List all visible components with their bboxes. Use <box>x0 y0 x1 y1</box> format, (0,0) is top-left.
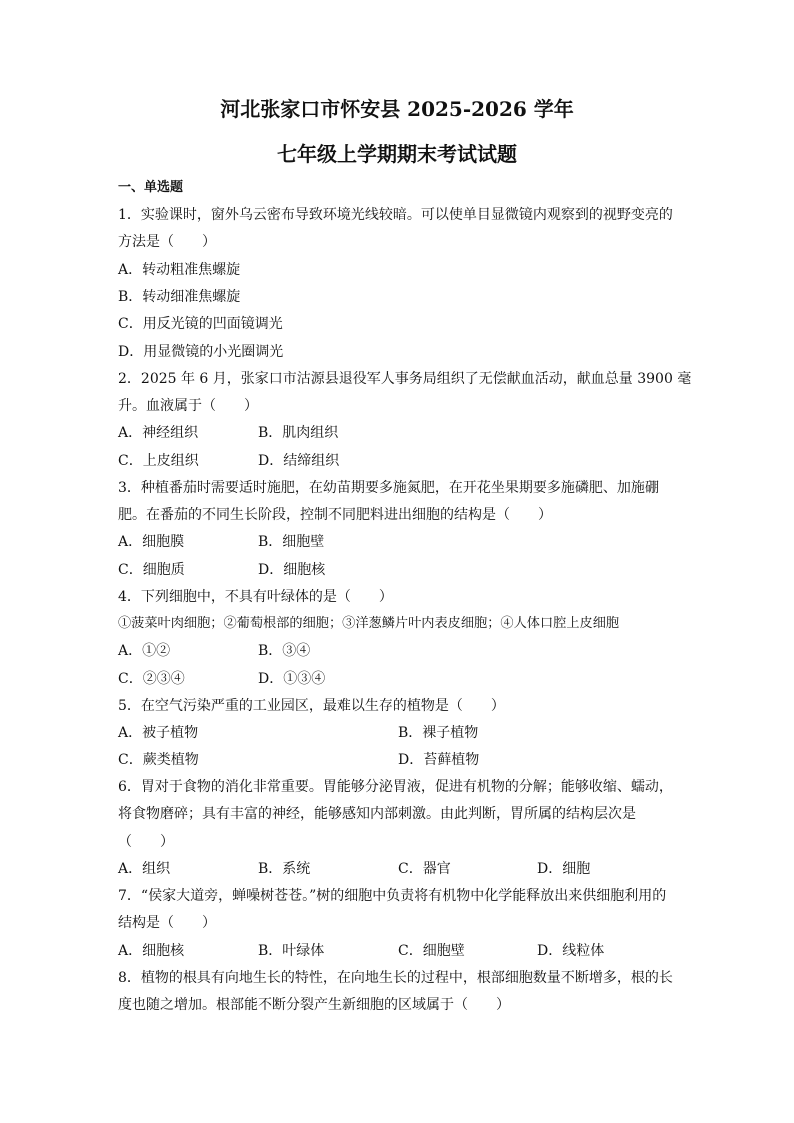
question-4-stem-line-1: 4．下列细胞中，不具有叶绿体的是（ ） <box>118 589 393 605</box>
question-6-option-a: A．组织 <box>118 861 171 877</box>
question-8-stem-line-1: 8．植物的根具有向地生长的特性，在向地生长的过程中，根部细胞数量不断增多，根的长 <box>118 970 673 986</box>
question-1-option-c: C．用反光镜的凹面镜调光 <box>118 316 283 332</box>
question-2-option-a: A．神经组织 <box>118 425 199 441</box>
question-5-option-c: C．蕨类植物 <box>118 752 199 768</box>
question-7-stem-line-1: 7．“侯家大道旁，蝉噪树苍苍。”树的细胞中负责将有机物中化学能释放出来供细胞利用的 <box>118 888 667 904</box>
question-3-stem-line-2: 肥。在番茄的不同生长阶段，控制不同肥料进出细胞的结构是（ ） <box>118 507 552 523</box>
question-5-option-b: B．裸子植物 <box>398 725 479 741</box>
question-3-option-a: A．细胞膜 <box>118 534 185 550</box>
question-3-option-d: D．细胞核 <box>258 562 326 578</box>
question-6-option-b: B．系统 <box>258 861 311 877</box>
document-title: 河北张家口市怀安县 2025-2026 学年 <box>220 97 574 121</box>
question-7-option-a: A．细胞核 <box>118 943 185 959</box>
question-7-option-c: C．细胞壁 <box>398 943 465 959</box>
question-4-option-b: B．③④ <box>258 643 311 659</box>
question-2-option-b: B．肌肉组织 <box>258 425 339 441</box>
question-4-stem-line-2: ①菠菜叶肉细胞；②葡萄根部的细胞；③洋葱鳞片叶内表皮细胞；④人体口腔上皮细胞 <box>118 616 620 631</box>
question-6-stem-line-2: 将食物磨碎；具有丰富的神经，能够感知内部刺激。由此判断，胃所属的结构层次是 <box>118 806 636 822</box>
question-1-stem-line-2: 方法是（ ） <box>118 234 216 250</box>
question-1-option-a: A．转动粗准焦螺旋 <box>118 262 241 278</box>
question-1-option-d: D．用显微镜的小光圈调光 <box>118 344 284 360</box>
question-8-stem-line-2: 度也随之增加。根部能不断分裂产生新细胞的区域属于（ ） <box>118 997 510 1013</box>
question-4-option-d: D．①③④ <box>258 671 326 687</box>
question-5-stem-line-1: 5．在空气污染严重的工业园区，最难以生存的植物是（ ） <box>118 698 505 714</box>
question-3-option-b: B．细胞壁 <box>258 534 325 550</box>
question-7-stem-line-2: 结构是（ ） <box>118 915 216 931</box>
document-subtitle: 七年级上学期期末考试试题 <box>277 142 517 166</box>
question-5-option-a: A．被子植物 <box>118 725 199 741</box>
question-2-option-c: C．上皮组织 <box>118 453 199 469</box>
question-3-option-c: C．细胞质 <box>118 562 185 578</box>
question-1-stem-line-1: 1．实验课时，窗外乌云密布导致环境光线较暗。可以使单目显微镜内观察到的视野变亮的 <box>118 207 673 223</box>
section-heading: 一、单选题 <box>118 180 184 195</box>
question-6-option-d: D．细胞 <box>537 861 591 877</box>
question-4-option-a: A．①② <box>118 643 171 659</box>
question-6-stem-line-1: 6．胃对于食物的消化非常重要。胃能够分泌胃液，促进有机物的分解；能够收缩、蠕动， <box>118 779 673 795</box>
question-2-option-d: D．结缔组织 <box>258 453 340 469</box>
question-2-stem-line-2: 升。血液属于（ ） <box>118 398 258 414</box>
question-5-option-d: D．苔藓植物 <box>398 752 480 768</box>
question-7-option-b: B．叶绿体 <box>258 943 325 959</box>
question-2-stem-line-1: 2．2025 年 6 月，张家口市沽源县退役军人事务局组织了无偿献血活动，献血总量 3900 毫 <box>118 371 692 387</box>
question-7-option-d: D．线粒体 <box>537 943 605 959</box>
question-6-option-c: C．器官 <box>398 861 451 877</box>
question-4-option-c: C．②③④ <box>118 671 185 687</box>
question-3-stem-line-1: 3．种植番茄时需要适时施肥，在幼苗期要多施氮肥，在开花坐果期要多施磷肥、加施硼 <box>118 480 659 496</box>
question-6-stem-line-3: （ ） <box>118 834 174 850</box>
question-1-option-b: B．转动细准焦螺旋 <box>118 289 241 305</box>
